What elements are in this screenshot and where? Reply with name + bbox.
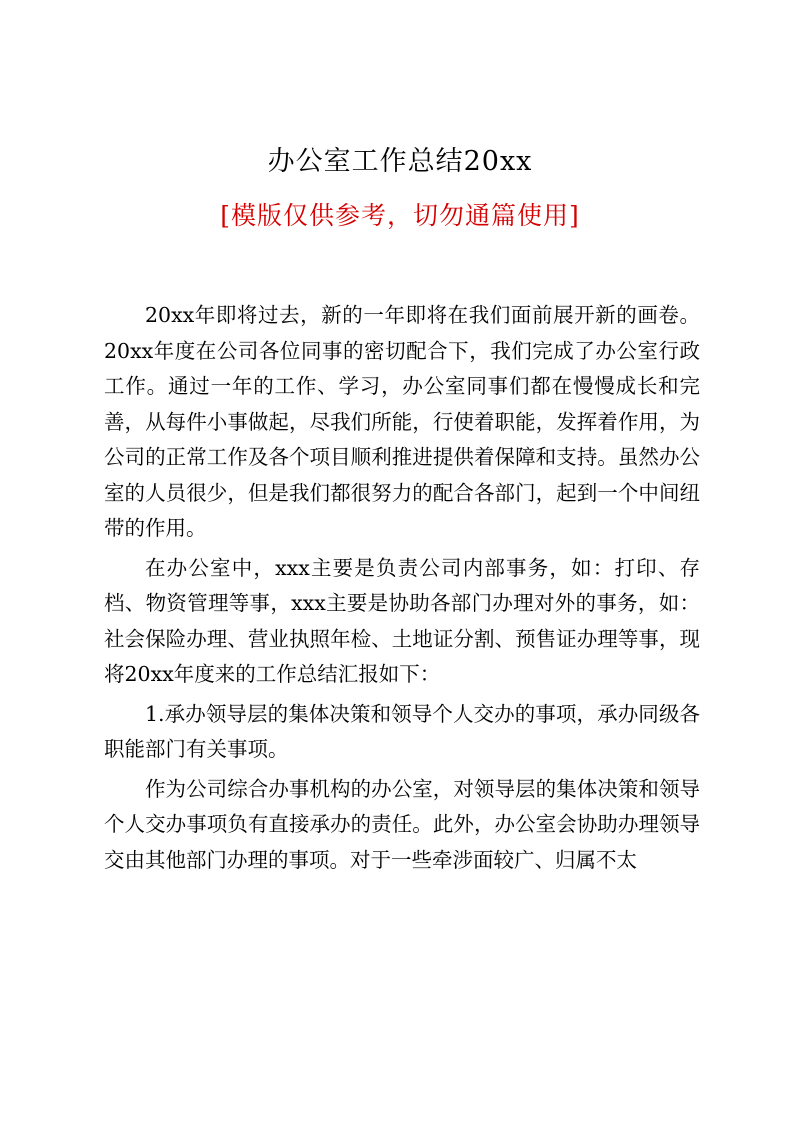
paragraph: 20xx年即将过去，新的一年即将在我们面前展开新的画卷。20xx年度在公司各位同事的密切配合下，我们完成了办公室行政工作。通过一年的工作、学习，办公室同事们都在慢慢成长和完善，从每件小事做起，尽我们所能，行使着职能，发挥着作用，为公司的正常工作及各个项目顺利推进提供着保障和支持。虽然办公室的人员很少，但是我们都很努力的配合各部门，起到一个中间纽带的作用。 [104, 303, 700, 540]
paragraph: 作为公司综合办事机构的办公室，对领导层的集体决策和领导个人交办事项负有直接承办的责任。此外，办公室会协助办理领导交由其他部门办理的事项。对于一些牵涉面较广、归属不太 [104, 776, 700, 872]
paragraph: 1.承办领导层的集体决策和领导个人交办的事项，承办同级各职能部门有关事项。 [104, 701, 700, 761]
document-title: 办公室工作总结20xx [267, 146, 533, 177]
paragraph: 在办公室中，xxx主要是负责公司内部事务，如：打印、存档、物资管理等事，xxx主要是协助各部门办理对外的事务，如：社会保险办理、营业执照年检、土地证分割、预售证办理等事，现将20xx年度来的工作总结汇报如下： [104, 555, 700, 686]
document-body [104, 298, 700, 882]
template-notice: [模版仅供参考，切勿通篇使用] [220, 201, 580, 230]
